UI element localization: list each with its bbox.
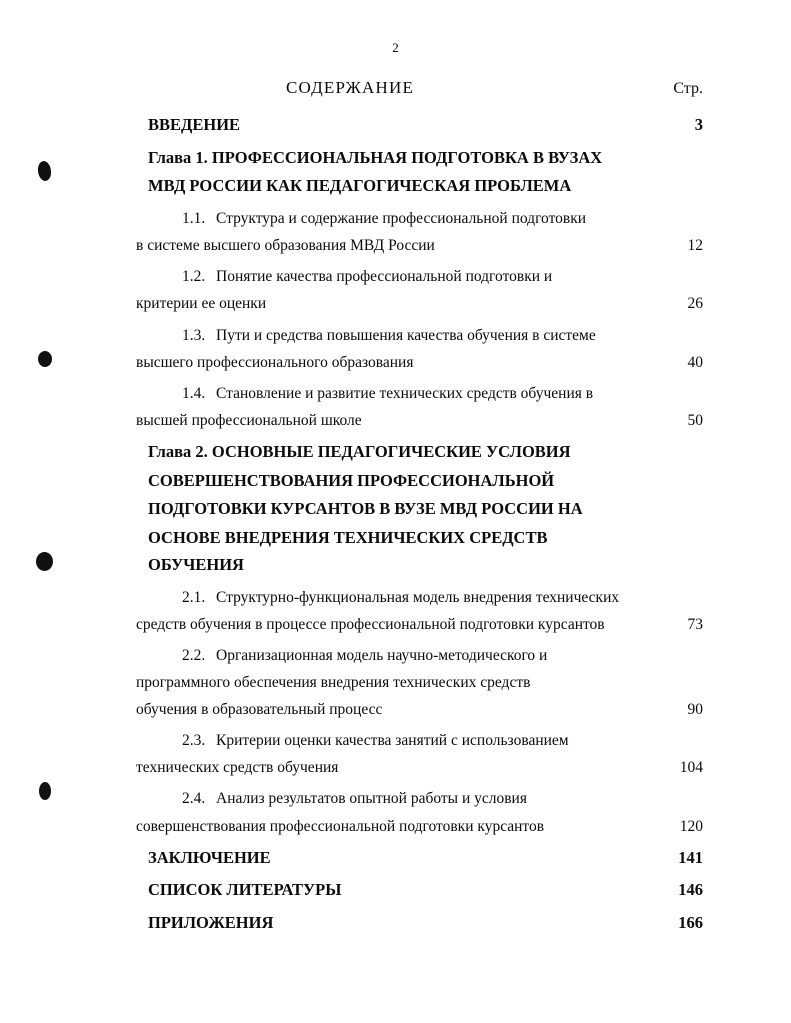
toc-entry-line [130,755,705,780]
toc-entry-page: 120 [679,817,703,835]
toc-entry-text: высшей профессиональной школе [136,411,362,429]
toc-entry-text: ВВЕДЕНИЕ [148,115,241,134]
toc-entry-text: Глава 1. ПРОФЕССИОНАЛЬНАЯ ПОДГОТОВКА В ВУЗАХ [148,147,603,167]
toc-entry[interactable] [130,728,705,780]
toc-entry-line [130,468,705,495]
toc-entry-text: технических средств обучения [136,759,339,777]
toc-entry-number: 1.4. [182,384,206,402]
toc-entry-text: МВД РОССИИ КАК ПЕДАГОГИЧЕСКАЯ ПРОБЛЕМА [148,176,572,196]
hole-punch-mark [36,552,53,571]
toc-entry-line [130,786,705,811]
toc-entry-number: 2.1. [182,588,206,606]
toc-entry-text: СОВЕРШЕНСТВОВАНИЯ ПРОФЕССИОНАЛЬНОЙ [148,470,555,490]
toc-entry-text: 1.4. Становление и развитие технических средств обучения в [130,381,647,406]
page-number: 2 [392,40,399,55]
toc-entry[interactable] [130,264,705,316]
toc-entry[interactable] [130,585,705,637]
toc-entry-line [130,697,705,722]
toc-entry-line [130,112,705,139]
toc-entry-page: 26 [687,295,703,313]
toc-entry-text: критерии ее оценки [136,295,267,313]
toc-entry-text: ОСНОВЕ ВНЕДРЕНИЯ ТЕХНИЧЕСКИХ СРЕДСТВ ОБУЧЕНИЯ [148,528,548,574]
toc-entry[interactable] [130,845,705,872]
toc-entry-text: 2.1. Структурно-функциональная модель внедрения технических [130,585,647,610]
toc-entry-text: 2.2. Организационная модель научно-методического и [130,643,647,668]
hole-punch-mark [39,782,51,800]
toc-entry-line [130,291,705,316]
toc-entry-line [130,845,705,872]
toc-entry-text: ЗАКЛЮЧЕНИЕ [148,847,271,867]
toc-entry-line [130,408,705,433]
toc-entry-line [130,264,705,289]
toc-entry-line [130,350,705,375]
toc-entry[interactable] [130,206,705,258]
toc-entry-line [130,585,705,610]
toc-entry-text: 1.3. Пути и средства повышения качества обучения в системе [130,323,647,348]
toc-entry-text: Глава 2. ОСНОВНЫЕ ПЕДАГОГИЧЕСКИЕ УСЛОВИЯ [148,442,571,462]
toc-entry-line [130,525,705,578]
toc-entry-page: 90 [687,701,703,719]
toc-entry-text: 1.2. Понятие качества профессиональной подготовки и [130,264,647,289]
toc-entry-text: 2.4. Анализ результатов опытной работы и условия [130,786,647,811]
toc-entry-page: 73 [687,615,703,633]
toc-entry-page: 3 [694,115,703,134]
toc-entry-line [130,670,705,695]
toc-entry-line [130,233,705,258]
toc-entry-page: 141 [678,847,703,867]
toc-entry[interactable] [130,323,705,375]
toc-entry-number: 2.2. [182,646,206,664]
toc-entry-text: обучения в образовательный процесс [136,701,383,719]
toc-entry-line [130,323,705,348]
toc-entry[interactable] [130,381,705,433]
toc-entry-text: средств обучения в процессе профессиональной подготовки курсантов [136,615,605,633]
table-of-contents [130,78,705,943]
toc-entry-number: 1.2. [182,268,206,286]
toc-entry-line [130,496,705,523]
toc-entry[interactable] [130,786,705,838]
hole-punch-mark [37,160,53,182]
toc-entry-line [130,206,705,231]
toc-entry-line [130,381,705,406]
toc-entry-number: 2.3. [182,732,206,750]
toc-entry-text: в системе высшего образования МВД России [136,237,435,255]
toc-pages-header: Стр. [673,80,703,97]
toc-entry-text: 2.3. Критерии оценки качества занятий с использованием [130,728,647,753]
toc-entry-number: 1.1. [182,210,206,228]
toc-entry[interactable] [130,145,705,200]
toc-entry-page: 40 [687,353,703,371]
toc-entry[interactable] [130,910,705,937]
toc-entry-number: 2.4. [182,790,206,808]
toc-entry-line [130,910,705,937]
toc-entry-line [130,145,705,172]
toc-entry-text: программного обеспечения внедрения технических средств [136,673,531,691]
toc-header [130,78,705,98]
toc-entry-text: 1.1. Структура и содержание профессиональной подготовки [130,206,647,231]
toc-entry[interactable] [130,877,705,904]
toc-entry-page: 50 [687,411,703,429]
toc-entry-list [130,112,705,937]
toc-entry-page: 12 [687,237,703,255]
toc-entry[interactable] [130,112,705,139]
toc-entry-page: 166 [678,913,703,933]
toc-title: СОДЕРЖАНИЕ [285,78,415,97]
toc-entry-line [130,728,705,753]
toc-entry[interactable] [130,643,705,722]
toc-entry[interactable] [130,439,705,579]
toc-entry-number: 1.3. [182,326,206,344]
toc-entry-text: высшего профессионального образования [136,353,414,371]
toc-entry-text: СПИСОК ЛИТЕРАТУРЫ [148,880,342,900]
toc-entry-page: 104 [679,759,703,777]
toc-entry-line [130,173,705,200]
toc-entry-line [130,439,705,466]
toc-entry-text: ПРИЛОЖЕНИЯ [148,913,274,933]
toc-entry-line [130,814,705,839]
toc-entry-text: совершенствования профессиональной подготовки курсантов [136,817,545,835]
toc-entry-page: 146 [678,880,703,900]
toc-entry-line [130,612,705,637]
hole-punch-mark [38,351,52,367]
toc-entry-line [130,877,705,904]
toc-entry-text: ПОДГОТОВКИ КУРСАНТОВ В ВУЗЕ МВД РОССИИ НА [148,499,583,519]
toc-entry-line [130,643,705,668]
